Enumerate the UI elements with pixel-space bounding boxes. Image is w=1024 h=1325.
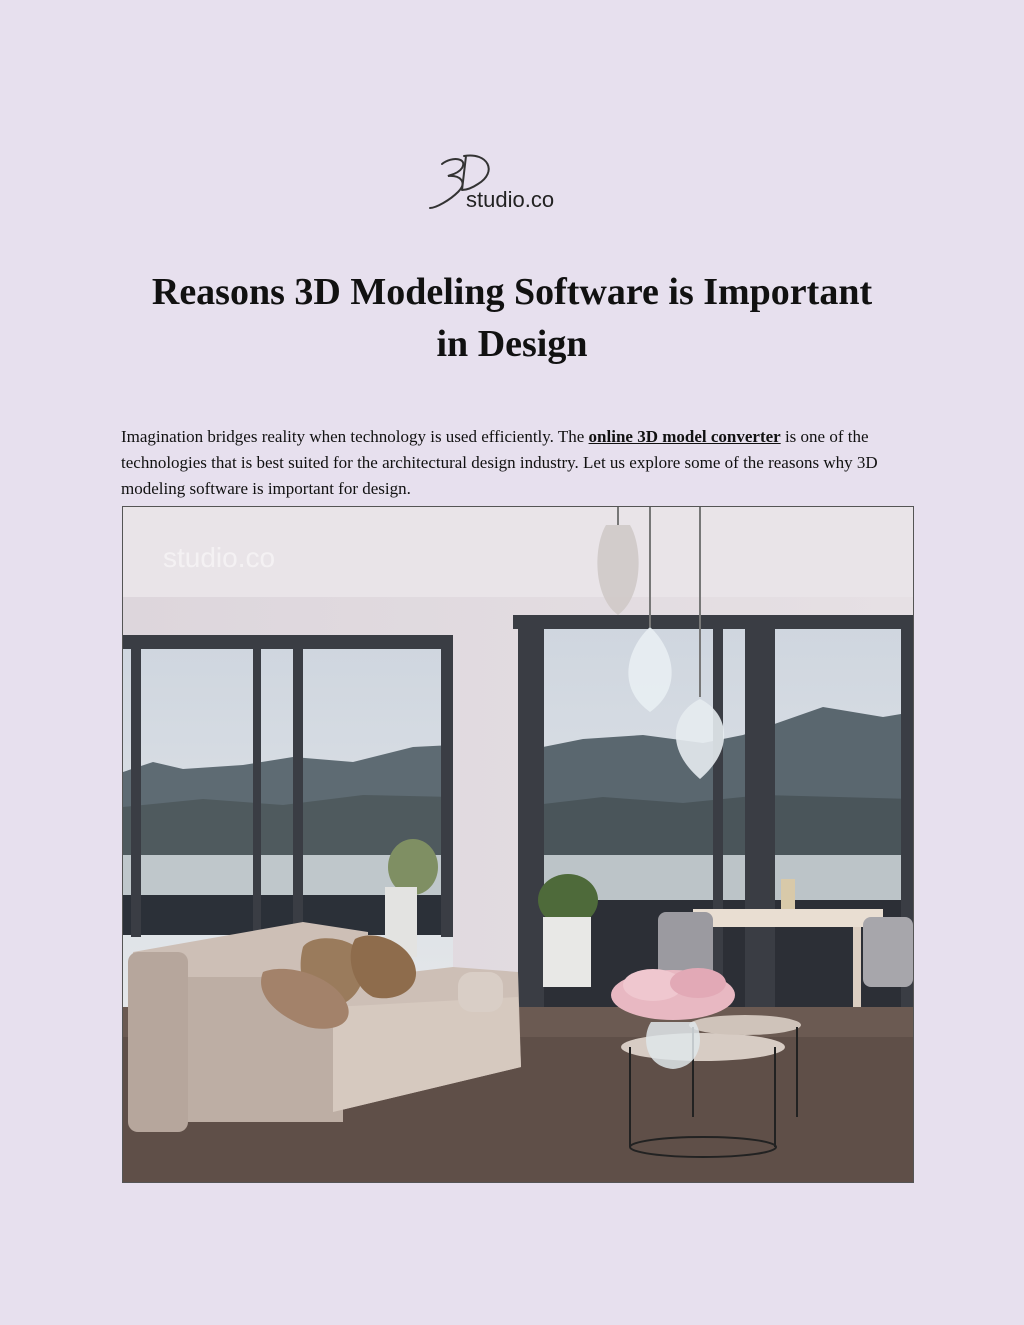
brand-logo: [428, 150, 568, 214]
page-title-line-1: Reasons 3D Modeling Software is Important: [151, 271, 873, 313]
page-title-line-2: in Design: [436, 323, 588, 365]
living-room-render-image: [122, 506, 914, 1183]
intro-text-before: Imagination bridges reality when technology is used efficiently. The: [121, 427, 589, 446]
intro-text-after: is one of the technologies that is best suited for the architectural design industry. Let us explore some of the reasons why 3D modeling software is important for design.: [121, 427, 878, 498]
online-3d-model-converter-link[interactable]: online 3D model converter: [588, 427, 781, 446]
page-title: [100, 266, 924, 370]
3d-studio-logo-icon: [428, 150, 568, 214]
intro-paragraph: [121, 424, 921, 502]
logo-wordmark: studio.co: [466, 187, 555, 212]
photo-watermark: studio.co: [163, 542, 276, 573]
